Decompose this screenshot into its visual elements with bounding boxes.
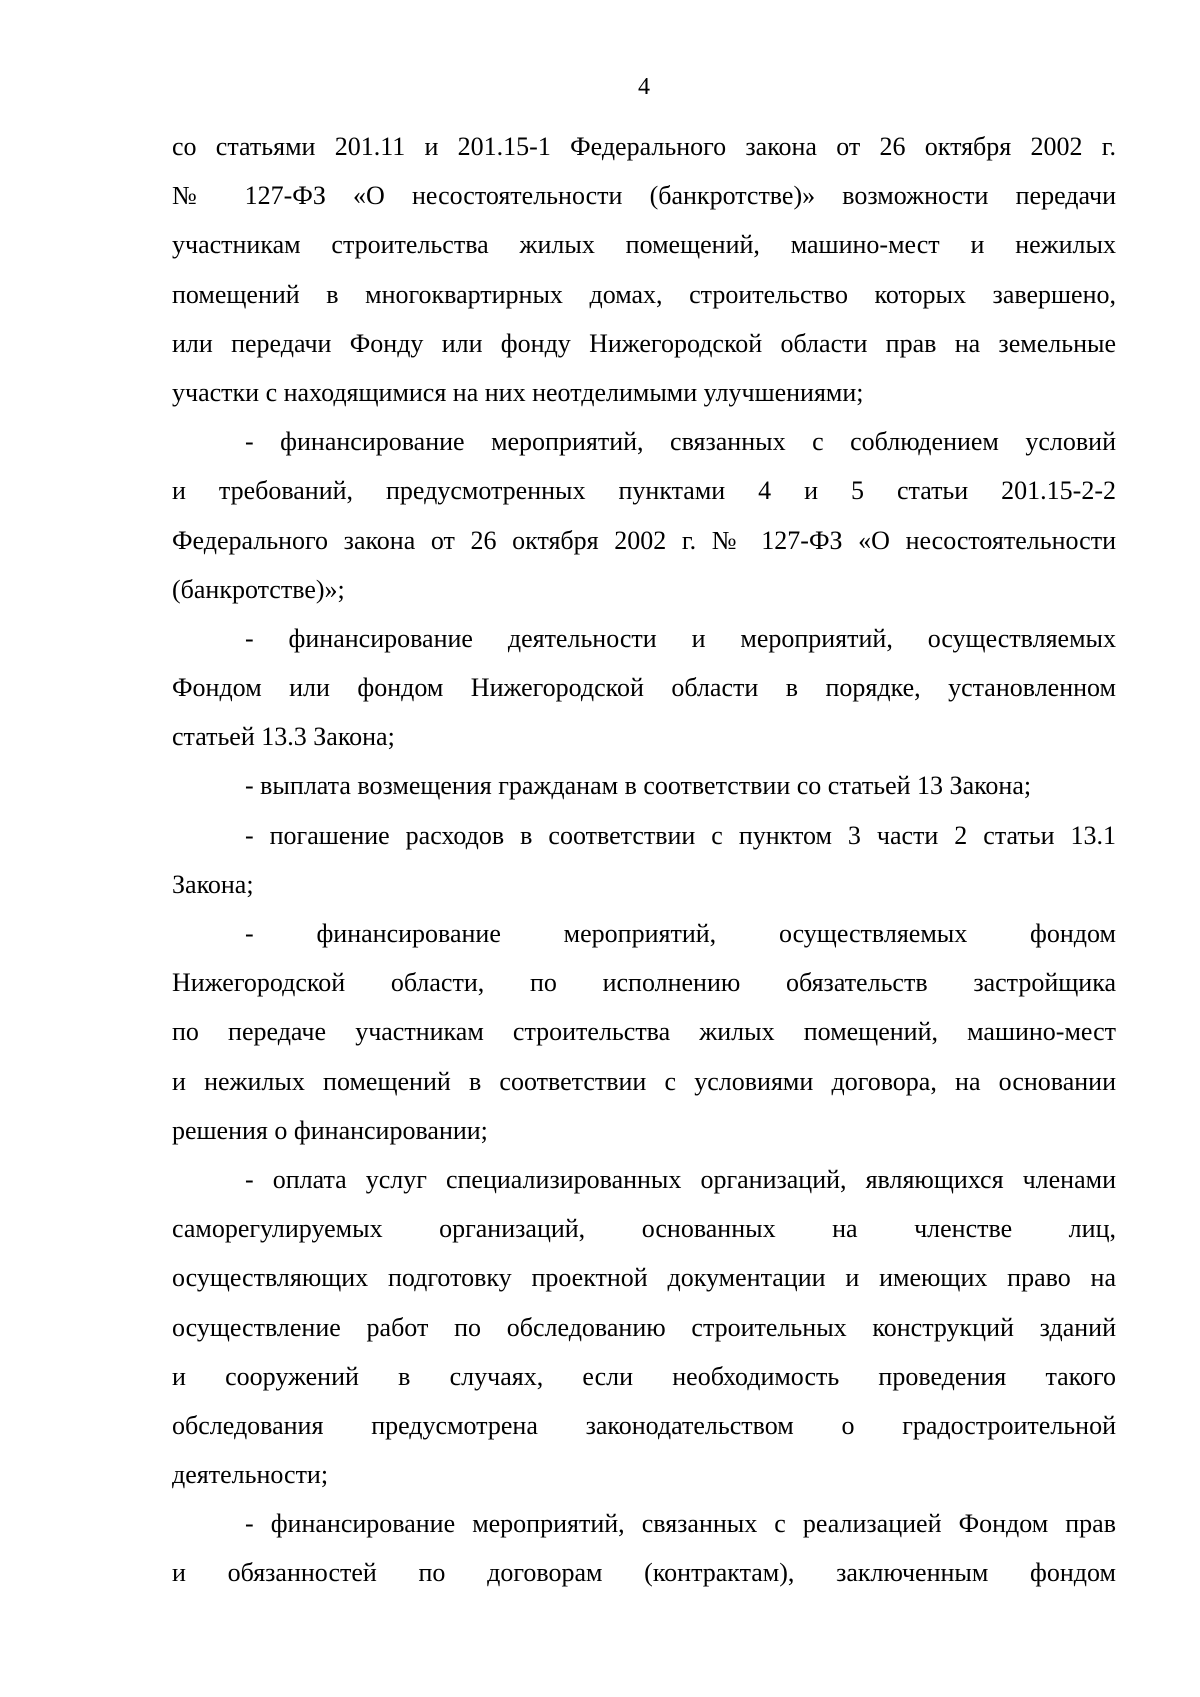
text-line: - финансирование мероприятий, осуществляемых фондом (245, 919, 1116, 948)
paragraph (172, 614, 1116, 762)
text-line: деятельности; (172, 1460, 329, 1490)
text-line: осуществление работ по обследованию строительных конструкций зданий (172, 1312, 1116, 1342)
page-number: 4 (638, 74, 650, 100)
text-line: и требований, предусмотренных пунктами 4 и 5 статьи 201.15-2-2 (172, 476, 1116, 506)
text-line: и обязанностей по договорам (контрактам), заключенным фондом (172, 1558, 1116, 1588)
text-line: решения о финансировании; (172, 1115, 488, 1145)
paragraph (172, 1155, 1116, 1499)
paragraph (172, 909, 1116, 1155)
paragraph (172, 122, 1116, 417)
paragraph (172, 761, 1116, 810)
text-line: обследования предусмотрена законодательством о градостроительной (172, 1410, 1116, 1440)
text-line: со статьями 201.11 и 201.15-1 Федерального закона от 26 октября 2002 г. (172, 132, 1116, 161)
text-line: Нижегородской области, по исполнению обязательств застройщика (172, 968, 1116, 998)
document-body (172, 122, 1116, 1598)
text-line: Фондом или фондом Нижегородской области в порядке, установленном (172, 673, 1116, 703)
text-line: - выплата возмещения гражданам в соответствии со статьей 13 Закона; (245, 771, 1032, 801)
text-line: участникам строительства жилых помещений, машино-мест и нежилых (172, 230, 1116, 260)
text-line: - погашение расходов в соответствии с пунктом 3 части 2 статьи 13.1 (245, 820, 1116, 850)
text-line: - финансирование деятельности и мероприятий, осуществляемых (245, 623, 1116, 653)
text-line: - оплата услуг специализированных организаций, являющихся членами (245, 1164, 1116, 1194)
text-line: участки с находящимися на них неотделимыми улучшениями; (172, 377, 864, 407)
paragraph (172, 1499, 1116, 1597)
text-line: - финансирование мероприятий, связанных с соблюдением условий (245, 427, 1116, 457)
paragraph (172, 811, 1116, 909)
paragraph (172, 417, 1116, 614)
text-line: Закона; (172, 869, 254, 899)
text-line: или передачи Фонду или фонду Нижегородской области прав на земельные (172, 328, 1116, 358)
text-line: осуществляющих подготовку проектной документации и имеющих право на (172, 1263, 1116, 1293)
text-line: № 127-ФЗ «О несостоятельности (банкротстве)» возможности передачи (172, 181, 1116, 211)
text-line: помещений в многоквартирных домах, строительство которых завершено, (172, 279, 1116, 309)
text-line: статьей 13.3 Закона; (172, 722, 395, 752)
text-line: Федерального закона от 26 октября 2002 г. № 127-ФЗ «О несостоятельности (172, 525, 1116, 555)
text-line: и сооружений в случаях, если необходимость проведения такого (172, 1361, 1116, 1391)
text-line: и нежилых помещений в соответствии с условиями договора, на основании (172, 1066, 1116, 1096)
text-line: саморегулируемых организаций, основанных на членстве лиц, (172, 1214, 1116, 1244)
text-line: - финансирование мероприятий, связанных с реализацией Фондом прав (245, 1509, 1116, 1539)
text-line: по передаче участникам строительства жилых помещений, машино-мест (172, 1017, 1116, 1047)
text-line: (банкротстве)»; (172, 574, 345, 604)
